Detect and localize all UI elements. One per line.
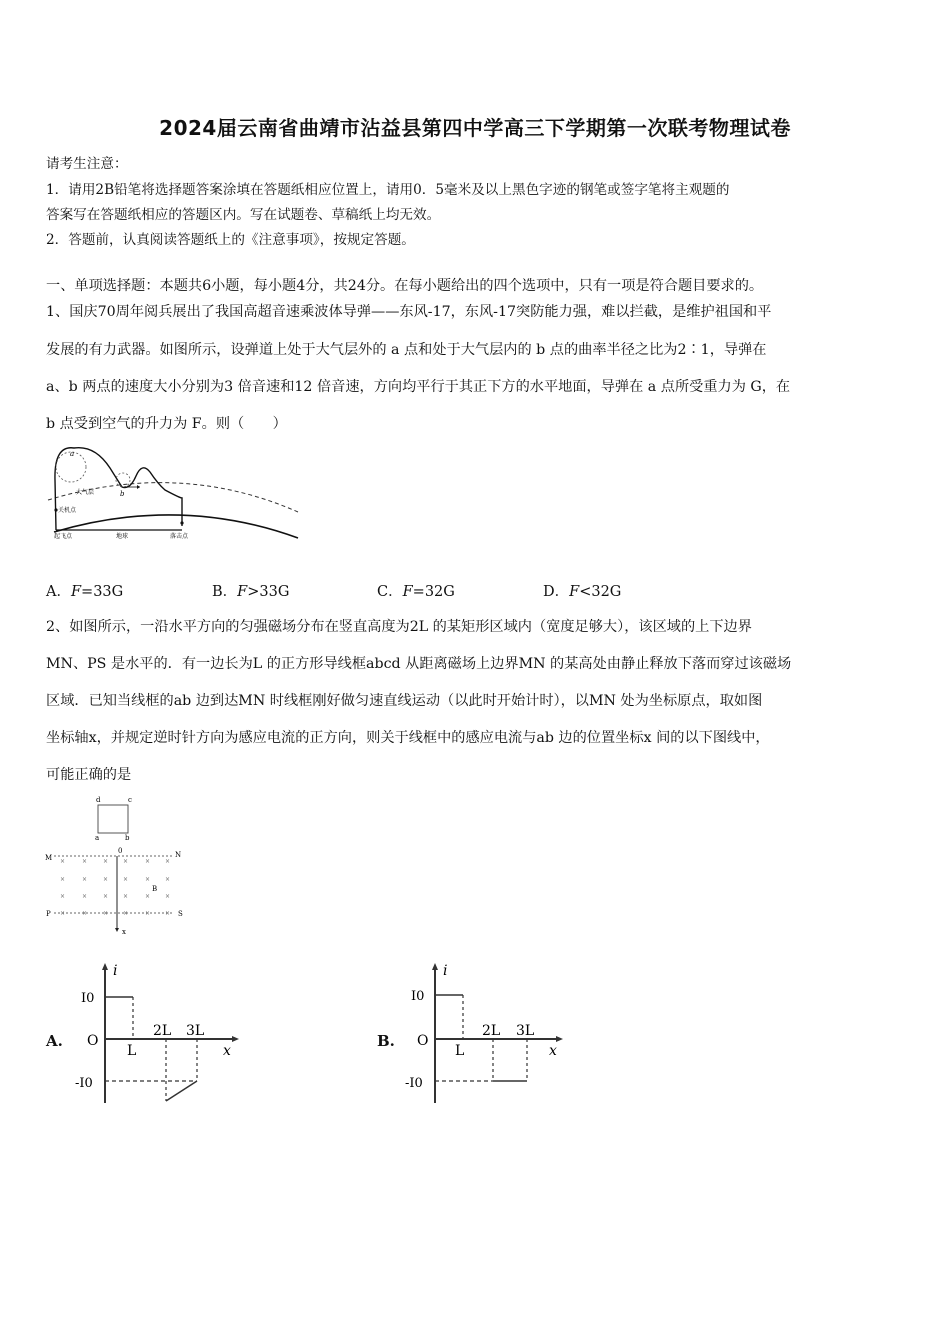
svg-text:x: x (122, 928, 126, 936)
q2-choice-b-graph[interactable] (405, 955, 585, 1105)
svg-text:×: × (103, 893, 109, 900)
q2-line-4: 坐标轴x，并规定逆时针方向为感应电流的正方向，则关于线框中的感应电流与ab 边的位置坐标x 间的以下图线中， (46, 730, 770, 746)
q2-line-1: 2、如图所示，一沿水平方向的匀强磁场分布在竖直高度为2L 的某矩形区域内（宽度足够大），该区域的上下边界 (46, 619, 752, 635)
option-var: F (569, 584, 580, 600)
svg-text:x: x (223, 1043, 231, 1059)
q2-choice-a-graph[interactable] (75, 955, 255, 1105)
svg-text:x: x (549, 1043, 557, 1059)
svg-text:×: × (60, 876, 66, 883)
notice-line-1: 1．请用2B铅笔将选择题答案涂填在答题纸相应位置上，请用0．5毫米及以上黑色字迹的钢笔或签字笔将主观题的 (46, 182, 730, 198)
q1-option-c[interactable] (377, 580, 455, 601)
svg-text:×: × (145, 910, 151, 917)
svg-text:i: i (443, 963, 448, 979)
missile-trajectory-figure (40, 440, 310, 540)
q1-option-d[interactable] (543, 580, 621, 601)
svg-text:b: b (125, 834, 130, 842)
svg-text:落击点: 落击点 (170, 533, 189, 540)
q1-option-b[interactable] (212, 580, 289, 601)
svg-text:L: L (127, 1043, 137, 1059)
svg-text:O: O (417, 1033, 429, 1049)
svg-text:×: × (60, 893, 66, 900)
svg-text:×: × (123, 876, 129, 883)
notice-heading: 请考生注意： (46, 156, 128, 172)
svg-text:×: × (82, 858, 88, 865)
svg-text:a: a (70, 450, 75, 458)
svg-text:×: × (165, 858, 171, 865)
q1-line-4: b 点受到空气的升力为 F。则（ ） (46, 416, 287, 432)
svg-text:×: × (145, 893, 151, 900)
svg-text:×: × (145, 876, 151, 883)
svg-text:×: × (60, 858, 66, 865)
svg-text:×: × (165, 910, 171, 917)
option-letter: B． (212, 584, 238, 600)
svg-text:关机点: 关机点 (58, 507, 77, 514)
option-letter: C． (377, 584, 403, 600)
option-letter: A． (46, 584, 71, 600)
svg-text:S: S (178, 910, 183, 918)
svg-text:b: b (120, 490, 125, 498)
svg-text:×: × (103, 910, 109, 917)
svg-text:-I0: -I0 (75, 1076, 93, 1091)
svg-text:3L: 3L (186, 1023, 205, 1039)
svg-text:×: × (103, 876, 109, 883)
svg-text:×: × (123, 893, 129, 900)
page-title: 2024届云南省曲靖市沾益县第四中学高三下学期第一次联考物理试卷 (159, 116, 791, 140)
svg-text:×: × (60, 910, 66, 917)
svg-text:M: M (45, 854, 53, 862)
q1-line-2: 发展的有力武器。如图所示，设弹道上处于大气层外的 a 点和处于大气层内的 b 点的曲率半径之比为2∶1，导弹在 (46, 342, 767, 358)
svg-text:d: d (96, 796, 101, 804)
section-heading: 一、单项选择题：本题共6小题，每小题4分，共24分。在每小题给出的四个选项中，只有一项是符合题目要求的。 (46, 278, 764, 294)
svg-text:B: B (152, 885, 158, 893)
svg-text:I0: I0 (81, 991, 95, 1006)
option-value: <32G (579, 584, 622, 600)
svg-text:O: O (87, 1033, 99, 1049)
option-value: >33G (247, 584, 290, 600)
notice-line-2: 答案写在答题纸相应的答题区内。写在试题卷、草稿纸上均无效。 (46, 207, 441, 223)
svg-text:×: × (123, 858, 129, 865)
option-value: =32G (412, 584, 455, 600)
q2-choice-a-label[interactable]: A. (46, 1032, 63, 1050)
svg-text:×: × (82, 910, 88, 917)
q2-line-5: 可能正确的是 (46, 767, 132, 783)
svg-text:a: a (95, 834, 100, 842)
q1-line-3: a、b 两点的速度大小分别为3 倍音速和12 倍音速，方向均平行于其正下方的水平地面，导弹在 a 点所受重力为 G，在 (46, 379, 791, 395)
svg-text:0: 0 (118, 847, 123, 855)
q2-line-2: MN、PS 是水平的．有一边长为L 的正方形导线框abcd 从距离磁场上边界MN 的某高处由静止释放下落而穿过该磁场 (46, 656, 792, 672)
q2-choice-b-label[interactable]: B. (377, 1032, 395, 1050)
svg-text:×: × (82, 893, 88, 900)
option-var: F (237, 584, 248, 600)
svg-text:2L: 2L (482, 1023, 501, 1039)
option-value: =33G (81, 584, 124, 600)
svg-text:c: c (128, 796, 132, 804)
q2-line-3: 区域．已知当线框的ab 边到达MN 时线框刚好做匀速直线运动（以此时开始计时），以MN 处为坐标原点，取如图 (46, 693, 763, 709)
svg-text:L: L (455, 1043, 465, 1059)
svg-text:I0: I0 (411, 989, 425, 1004)
svg-text:×: × (82, 876, 88, 883)
svg-text:N: N (175, 851, 182, 859)
svg-text:-I0: -I0 (405, 1076, 423, 1091)
svg-text:×: × (123, 910, 129, 917)
option-var: F (70, 584, 82, 600)
option-letter: D． (543, 584, 570, 600)
svg-text:P: P (46, 910, 51, 918)
q1-option-a[interactable] (46, 580, 123, 601)
svg-text:×: × (165, 893, 171, 900)
svg-text:3L: 3L (516, 1023, 535, 1039)
svg-text:×: × (103, 858, 109, 865)
svg-text:×: × (165, 876, 171, 883)
svg-text:2L: 2L (153, 1023, 172, 1039)
q1-line-1: 1、国庆70周年阅兵展出了我国高超音速乘波体导弹——东风-17，东风-17突防能力强，难以拦截，是维护祖国和平 (46, 304, 772, 320)
svg-text:地球: 地球 (116, 533, 129, 540)
magnetic-field-figure (40, 790, 200, 940)
option-var: F (402, 584, 413, 600)
notice-line-3: 2．答题前，认真阅读答题纸上的《注意事项》，按规定答题。 (46, 232, 415, 248)
svg-text:起飞点: 起飞点 (54, 533, 73, 540)
svg-text:i: i (113, 963, 118, 979)
svg-text:×: × (145, 858, 151, 865)
svg-text:大气层: 大气层 (76, 489, 95, 496)
